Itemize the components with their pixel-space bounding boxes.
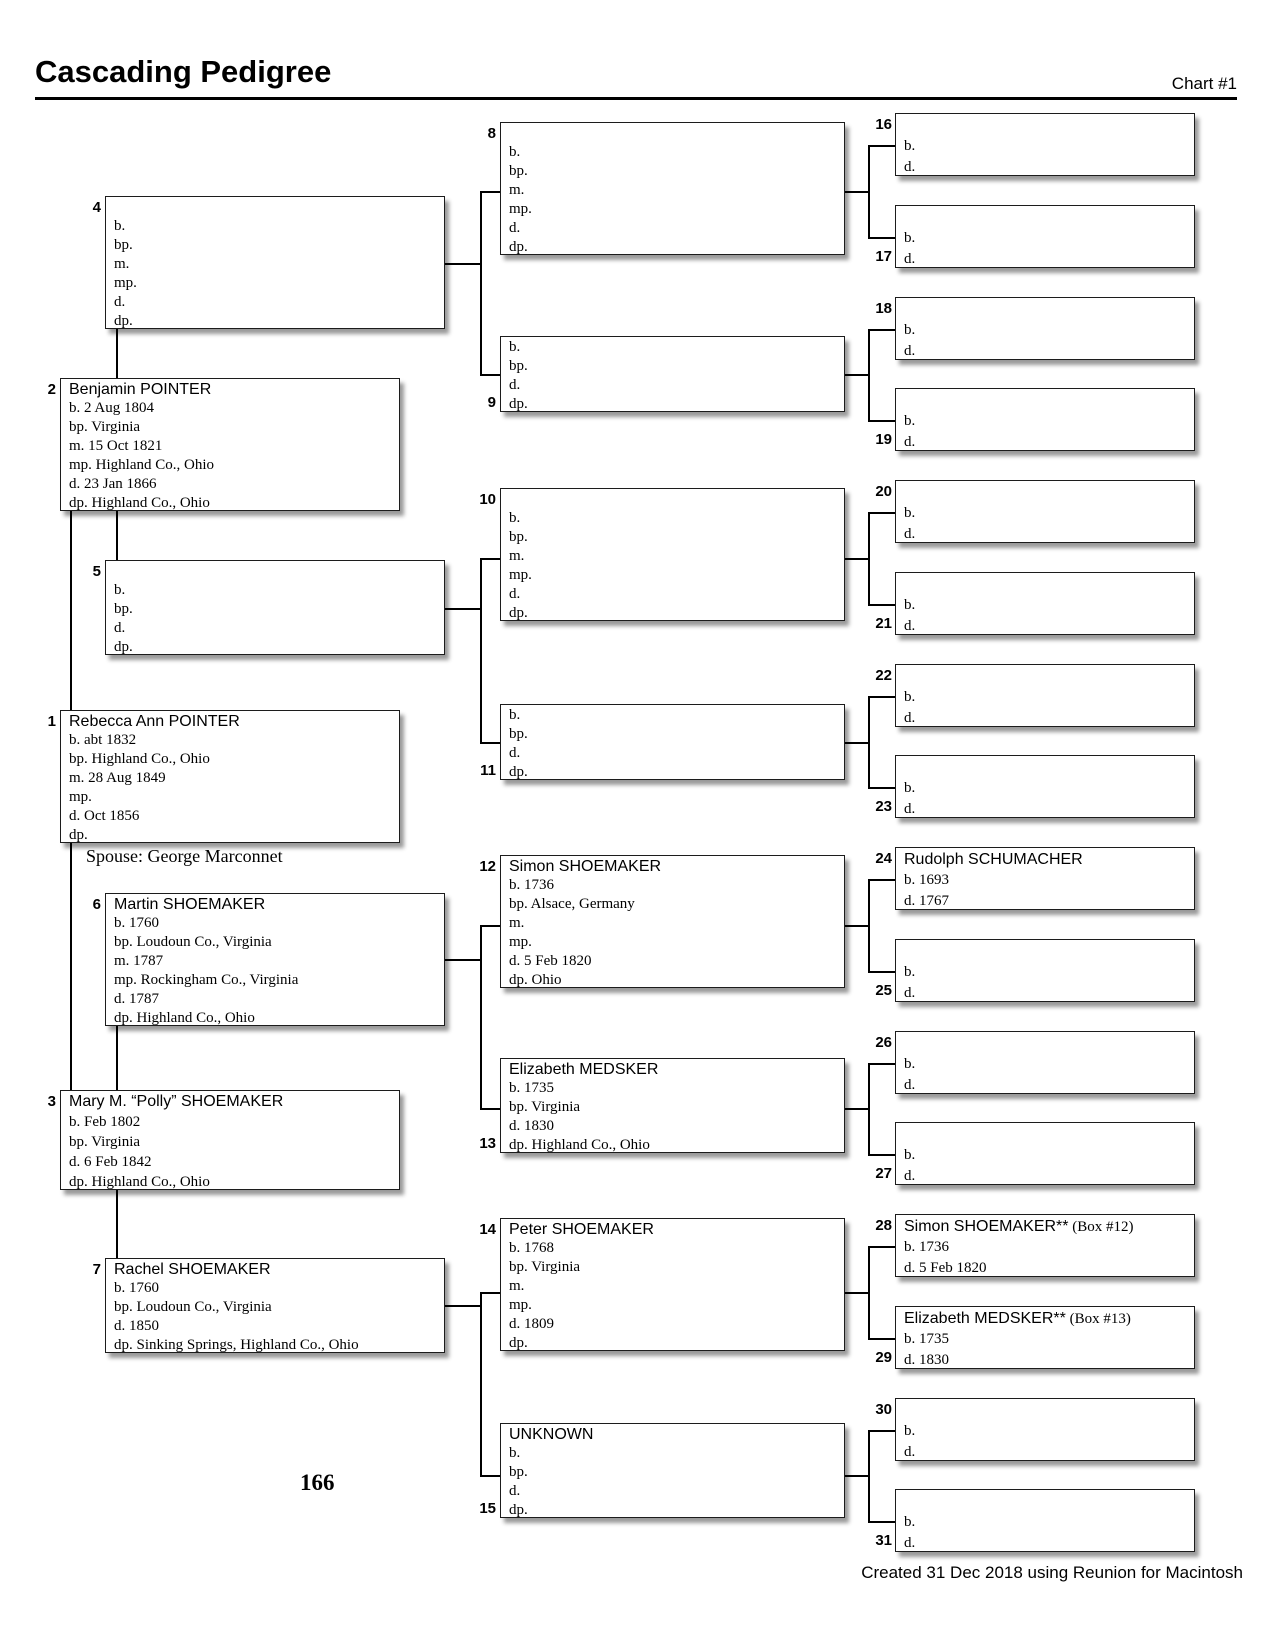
person-details (509, 509, 838, 623)
connector-stub-8 (480, 191, 502, 193)
person-details (509, 1444, 838, 1520)
connector-pair-30-31 (868, 1430, 870, 1523)
connector-stub-20 (868, 512, 897, 514)
person-details (904, 1054, 1188, 1096)
detail-line: b. 1693 (904, 872, 949, 888)
detail-line: b. 1736 (904, 1239, 949, 1255)
detail-line: b. 1760 (114, 915, 159, 931)
connector-child-7 (445, 1305, 482, 1307)
connector-stub-21 (868, 604, 897, 606)
pedigree-box-11 (500, 704, 845, 780)
connector-stub-31 (868, 1521, 897, 1523)
person-details (509, 876, 838, 990)
detail-line: dp. (509, 239, 528, 255)
detail-line: bp. (509, 163, 528, 179)
connector-stub-26 (868, 1063, 897, 1065)
detail-line: b. (904, 138, 916, 154)
detail-line: d. (114, 294, 126, 310)
connector-stub-22 (868, 696, 897, 698)
detail-line: bp. Virginia (69, 1134, 141, 1150)
person-name (904, 115, 1188, 136)
box-number-13: 13 (479, 1135, 496, 1152)
detail-line: dp. Highland Co., Ohio (69, 1174, 210, 1190)
name-text: Elizabeth MEDSKER** (904, 1310, 1066, 1327)
detail-line: dp. (114, 313, 133, 329)
connector-stub-28 (868, 1246, 897, 1248)
pedigree-box-24 (895, 847, 1195, 910)
detail-line: d. (509, 586, 521, 602)
person-name (904, 574, 1188, 595)
detail-line: mp. (509, 201, 532, 217)
detail-line: dp. Ohio (509, 972, 562, 988)
detail-line: dp. Highland Co., Ohio (509, 1137, 650, 1153)
box-number-30: 30 (875, 1401, 892, 1418)
detail-line: d. 1809 (509, 1316, 554, 1332)
person-name (904, 1400, 1188, 1421)
pedigree-box-26 (895, 1031, 1195, 1094)
box-number-15: 15 (479, 1500, 496, 1517)
detail-line: d. (904, 434, 916, 450)
connector-stub-29 (868, 1338, 897, 1340)
detail-line: d. (904, 1168, 916, 1184)
detail-line: d. (904, 801, 916, 817)
name-text: Rudolph SCHUMACHER (904, 851, 1083, 868)
detail-line: d. 23 Jan 1866 (69, 476, 157, 492)
person-details (904, 1145, 1188, 1187)
box-number-4: 4 (92, 199, 101, 216)
person-details (509, 706, 838, 782)
detail-line: d. 5 Feb 1820 (509, 953, 592, 969)
person-name (114, 198, 438, 217)
detail-line: b. (904, 413, 916, 429)
person-details (69, 731, 393, 845)
person-name (509, 1060, 838, 1079)
connector-stub-11 (480, 742, 502, 744)
detail-line: b. (904, 964, 916, 980)
connector-stub-14 (480, 1292, 502, 1294)
detail-line: bp. (509, 358, 528, 374)
box-number-8: 8 (487, 125, 496, 142)
pedigree-box-12 (500, 855, 845, 988)
box-number-20: 20 (875, 483, 892, 500)
detail-line: d. (904, 985, 916, 1001)
detail-line: m. 15 Oct 1821 (69, 438, 163, 454)
connector-stub-15 (480, 1475, 502, 1477)
detail-line: m. (509, 1278, 525, 1294)
box-number-23: 23 (875, 798, 892, 815)
person-name (904, 666, 1188, 687)
person-details (904, 136, 1188, 178)
box-number-22: 22 (875, 667, 892, 684)
connector-pair-20-21 (868, 512, 870, 606)
person-details (509, 338, 838, 414)
box-number-14: 14 (479, 1221, 496, 1238)
detail-line: mp. (114, 275, 137, 291)
name-text: Martin SHOEMAKER (114, 896, 266, 913)
detail-line: bp. (509, 1464, 528, 1480)
pedigree-box-1 (60, 710, 400, 843)
detail-line: d. (509, 377, 521, 393)
detail-line: b. 1735 (509, 1080, 554, 1096)
detail-line: b. 1736 (509, 877, 554, 893)
box-number-6: 6 (92, 896, 101, 913)
person-details (114, 217, 438, 331)
person-name (114, 1260, 438, 1279)
connector-stub-17 (868, 237, 897, 239)
detail-line: dp. (509, 764, 528, 780)
detail-line: d. 1787 (114, 991, 159, 1007)
detail-line: b. (904, 1147, 916, 1163)
pedigree-box-28 (895, 1214, 1195, 1277)
connector-pair-12-13 (480, 925, 482, 1110)
pedigree-box-9 (500, 336, 845, 412)
pedigree-box-7 (105, 1258, 445, 1353)
connector-stub-18 (868, 329, 897, 331)
detail-line: bp. Alsace, Germany (509, 896, 635, 912)
detail-line: bp. (509, 726, 528, 742)
detail-line: b. (904, 597, 916, 613)
name-text: Benjamin POINTER (69, 381, 212, 398)
box-number-16: 16 (875, 116, 892, 133)
box-number-19: 19 (875, 431, 892, 448)
pedigree-box-19 (895, 388, 1195, 451)
pedigree-box-23 (895, 755, 1195, 818)
box-number-3: 3 (47, 1093, 56, 1110)
page-number: 166 (300, 1470, 335, 1495)
detail-line: dp. Highland Co., Ohio (114, 1010, 255, 1026)
name-text: Simon SHOEMAKER (509, 858, 662, 875)
pedigree-box-2 (60, 378, 400, 511)
connector-stub-12 (480, 925, 502, 927)
detail-line: bp. Virginia (509, 1099, 581, 1115)
detail-line: bp. Loudoun Co., Virginia (114, 1299, 272, 1315)
connector-pair-14-15 (480, 1292, 482, 1477)
person-details (904, 411, 1188, 453)
pedigree-box-30 (895, 1398, 1195, 1461)
pedigree-box-10 (500, 488, 845, 621)
detail-line: b. 2 Aug 1804 (69, 400, 155, 416)
person-name (904, 482, 1188, 503)
detail-line: b. (904, 689, 916, 705)
detail-line: mp. (509, 567, 532, 583)
title-rule (35, 97, 1237, 100)
connector-pair-28-29 (868, 1246, 870, 1340)
detail-line: d. 5 Feb 1820 (904, 1260, 987, 1276)
detail-line: d. (904, 618, 916, 634)
detail-line: b. (904, 780, 916, 796)
connector-child-6 (445, 959, 482, 961)
box-number-29: 29 (875, 1349, 892, 1366)
detail-line: bp. Highland Co., Ohio (69, 751, 210, 767)
person-details (904, 1329, 1188, 1371)
name-text: Elizabeth MEDSKER (509, 1061, 659, 1078)
detail-line: bp. (509, 529, 528, 545)
box-number-27: 27 (875, 1165, 892, 1182)
name-text: Rebecca Ann POINTER (69, 713, 240, 730)
detail-line: b. (904, 322, 916, 338)
person-details (904, 1237, 1188, 1279)
box-number-1: 1 (47, 713, 56, 730)
person-name (69, 1092, 393, 1112)
pedigree-box-27 (895, 1122, 1195, 1185)
detail-line: dp. (509, 396, 528, 412)
person-name (904, 941, 1188, 962)
person-details (114, 1279, 438, 1355)
detail-line: d. (904, 159, 916, 175)
name-text: Rachel SHOEMAKER (114, 1261, 271, 1278)
connector-pair-26-27 (868, 1063, 870, 1156)
connector-child-9 (845, 374, 870, 376)
person-details (904, 778, 1188, 820)
box-number-2: 2 (47, 381, 56, 398)
connector-child-5 (445, 608, 482, 610)
person-name (904, 1308, 1188, 1329)
person-name (509, 1220, 838, 1239)
spouse-note: Spouse: George Marconnet (86, 846, 283, 866)
connector-child-11 (845, 742, 870, 744)
detail-line: dp. (114, 639, 133, 655)
name-text: Simon SHOEMAKER** (904, 1218, 1069, 1235)
person-details (69, 399, 393, 513)
person-name (904, 299, 1188, 320)
box-number-5: 5 (92, 563, 101, 580)
page-title: Cascading Pedigree (35, 54, 332, 89)
detail-line: dp. (69, 827, 88, 843)
pedigree-box-18 (895, 297, 1195, 360)
box-number-31: 31 (875, 1532, 892, 1549)
detail-line: d. (904, 710, 916, 726)
person-name (509, 857, 838, 876)
person-name (904, 390, 1188, 411)
box-reference: (Box #12) (1068, 1219, 1134, 1235)
detail-line: b. 1760 (114, 1280, 159, 1296)
box-number-7: 7 (92, 1261, 101, 1278)
pedigree-box-22 (895, 664, 1195, 727)
pedigree-box-4 (105, 196, 445, 329)
person-name (904, 1124, 1188, 1145)
detail-line: m. (509, 915, 525, 931)
connector-stub-24 (868, 879, 897, 881)
connector-stub-25 (868, 971, 897, 973)
detail-line: b. 1768 (509, 1240, 554, 1256)
connector-stub-10 (480, 558, 502, 560)
connector-stub-13 (480, 1108, 502, 1110)
detail-line: m. 1787 (114, 953, 164, 969)
detail-line: bp. Loudoun Co., Virginia (114, 934, 272, 950)
connector-child-13 (845, 1108, 870, 1110)
detail-line: b. (509, 339, 521, 355)
detail-line: mp. (509, 934, 532, 950)
detail-line: b. 1735 (904, 1331, 949, 1347)
detail-line: mp. (69, 789, 92, 805)
connector-child-15 (845, 1475, 870, 1477)
detail-line: b. Feb 1802 (69, 1114, 141, 1130)
detail-line: dp. (509, 1502, 528, 1518)
connector-stub-9 (480, 374, 502, 376)
connector-pair-8-9 (480, 191, 482, 376)
detail-line: b. (114, 582, 126, 598)
detail-line: bp. (114, 601, 133, 617)
detail-line: b. (114, 218, 126, 234)
chart-number-label: Chart #1 (1171, 74, 1237, 93)
person-details (509, 143, 838, 257)
pedigree-box-13 (500, 1058, 845, 1153)
detail-line: d. (509, 1483, 521, 1499)
detail-line: d. 1850 (114, 1318, 159, 1334)
detail-line: d. (904, 251, 916, 267)
detail-line: dp. Sinking Springs, Highland Co., Ohio (114, 1337, 359, 1353)
pedigree-box-29 (895, 1306, 1195, 1369)
detail-line: b. (904, 1423, 916, 1439)
detail-line: d. (904, 1444, 916, 1460)
detail-line: dp. Highland Co., Ohio (69, 495, 210, 511)
box-number-21: 21 (875, 615, 892, 632)
pedigree-box-6 (105, 893, 445, 1026)
detail-line: b. (904, 505, 916, 521)
detail-line: bp. (114, 237, 133, 253)
person-details (509, 1079, 838, 1155)
detail-line: mp. Rockingham Co., Virginia (114, 972, 299, 988)
box-number-28: 28 (875, 1217, 892, 1234)
pedigree-box-5 (105, 560, 445, 655)
connector-child-14 (845, 1292, 870, 1294)
person-name (509, 490, 838, 509)
pedigree-box-25 (895, 939, 1195, 1002)
detail-line: dp. (509, 1335, 528, 1351)
detail-line: d. (509, 220, 521, 236)
name-text: UNKNOWN (509, 1426, 594, 1443)
detail-line: b. (509, 707, 521, 723)
connector-child-4 (445, 263, 482, 265)
person-details (904, 870, 1188, 912)
connector-pair-16-17 (868, 145, 870, 239)
detail-line: d. (904, 1077, 916, 1093)
person-name (904, 1033, 1188, 1054)
person-details (904, 320, 1188, 362)
person-name (509, 1425, 838, 1444)
person-details (69, 1112, 393, 1192)
person-name (114, 895, 438, 914)
detail-line: mp. (509, 1297, 532, 1313)
box-number-25: 25 (875, 982, 892, 999)
person-name (69, 712, 393, 731)
detail-line: b. (509, 510, 521, 526)
connector-pair-24-25 (868, 879, 870, 973)
detail-line: d. 1830 (509, 1118, 554, 1134)
person-details (904, 1512, 1188, 1554)
connector-stub-27 (868, 1154, 897, 1156)
connector-pair-10-11 (480, 558, 482, 744)
box-reference: (Box #13) (1065, 1311, 1131, 1327)
footer-credit: Created 31 Dec 2018 using Reunion for Macintosh (861, 1563, 1243, 1582)
pedigree-box-31 (895, 1489, 1195, 1552)
pedigree-box-20 (895, 480, 1195, 543)
person-details (904, 687, 1188, 729)
detail-line: m. (509, 548, 525, 564)
box-number-24: 24 (875, 850, 892, 867)
person-name (904, 207, 1188, 228)
detail-line: d. 6 Feb 1842 (69, 1154, 152, 1170)
connector-stub-23 (868, 787, 897, 789)
detail-line: b. (904, 230, 916, 246)
person-name (904, 1491, 1188, 1512)
box-number-11: 11 (480, 762, 496, 779)
detail-line: d. (114, 620, 126, 636)
connector-pair-22-23 (868, 696, 870, 789)
person-details (114, 581, 438, 657)
person-name (114, 562, 438, 581)
name-text: Mary M. “Polly” SHOEMAKER (69, 1093, 284, 1110)
detail-line: d. 1830 (904, 1352, 949, 1368)
pedigree-box-21 (895, 572, 1195, 635)
box-number-10: 10 (479, 491, 496, 508)
box-number-26: 26 (875, 1034, 892, 1051)
person-details (509, 1239, 838, 1353)
person-details (904, 503, 1188, 545)
person-name (904, 849, 1188, 870)
detail-line: b. abt 1832 (69, 732, 137, 748)
person-details (904, 595, 1188, 637)
detail-line: b. (509, 144, 521, 160)
detail-line: b. (904, 1514, 916, 1530)
detail-line: bp. Virginia (509, 1259, 581, 1275)
connector-stub-19 (868, 420, 897, 422)
connector-child-8 (845, 191, 870, 193)
pedigree-box-3 (60, 1090, 400, 1190)
person-name (509, 124, 838, 143)
connector-child-12 (845, 925, 870, 927)
connector-pair-18-19 (868, 329, 870, 422)
connector-stub-16 (868, 145, 897, 147)
pedigree-box-15 (500, 1423, 845, 1518)
box-number-17: 17 (875, 248, 892, 265)
detail-line: d. 1767 (904, 893, 949, 909)
detail-line: dp. (509, 605, 528, 621)
detail-line: d. Oct 1856 (69, 808, 140, 824)
person-details (904, 1421, 1188, 1463)
person-name (904, 757, 1188, 778)
detail-line: d. (904, 526, 916, 542)
detail-line: b. (904, 1056, 916, 1072)
detail-line: b. (509, 1445, 521, 1461)
box-number-18: 18 (875, 300, 892, 317)
pedigree-box-8 (500, 122, 845, 255)
name-text: Peter SHOEMAKER (509, 1221, 654, 1238)
detail-line: m. (114, 256, 130, 272)
detail-line: d. (509, 745, 521, 761)
pedigree-box-16 (895, 113, 1195, 176)
box-number-12: 12 (479, 858, 496, 875)
detail-line: bp. Virginia (69, 419, 141, 435)
person-details (904, 228, 1188, 270)
detail-line: d. (904, 343, 916, 359)
connector-stub-30 (868, 1430, 897, 1432)
detail-line: mp. Highland Co., Ohio (69, 457, 214, 473)
pedigree-box-14 (500, 1218, 845, 1351)
detail-line: m. (509, 182, 525, 198)
detail-line: d. (904, 1535, 916, 1551)
person-name (904, 1216, 1188, 1237)
detail-line: m. 28 Aug 1849 (69, 770, 166, 786)
person-name (69, 380, 393, 399)
pedigree-box-17 (895, 205, 1195, 268)
person-details (904, 962, 1188, 1004)
box-number-9: 9 (487, 394, 496, 411)
connector-child-10 (845, 558, 870, 560)
person-details (114, 914, 438, 1028)
